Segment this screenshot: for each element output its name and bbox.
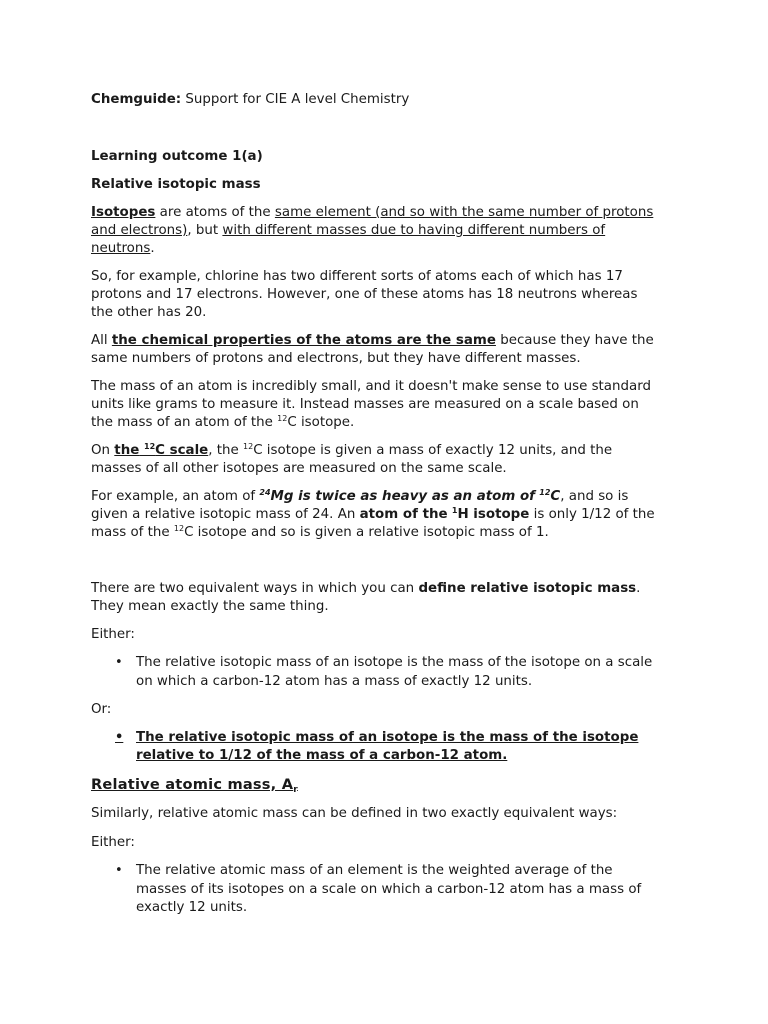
emphasis-c12-scale [114,443,208,458]
paragraph-isotopes-line1 [91,204,653,222]
superscript: 12 [144,442,156,451]
paragraph-c12-scale-line1 [91,442,612,460]
label-or: Or: [91,702,112,717]
text: C scale [155,443,209,458]
text: mass of the [91,525,170,540]
text: C isotope. [287,415,355,430]
superscript: 12 [277,414,288,423]
label-either-2: Either: [91,835,135,850]
bullet2-line1: The relative isotopic mass of an isotope is the mass of the isotope [136,730,639,745]
emphasis-h-isotope: H isotope [457,507,530,522]
text: All [91,333,108,348]
superscript: 12 [173,524,185,533]
text: , the [208,443,239,458]
paragraph-isotopes-line3 [91,240,155,258]
text: . [636,581,641,596]
paragraph-example-line1 [91,488,628,506]
text: , and so is [560,489,629,504]
learning-outcome: Learning outcome 1(a) [91,149,263,164]
bullet1-line2: on which a carbon-12 atom has a mass of exactly 12 units. [136,674,533,689]
text: given a relative isotopic mass of 24. An [91,507,356,522]
bullet-glyph: • [115,863,123,878]
emphasis-mg-twice-as-heavy: Mg is twice as heavy as an atom of [270,489,535,504]
paragraph-isotopes-line2 [91,222,605,240]
superscript: 1 [451,506,458,515]
text: the mass of an atom of the [91,415,273,430]
paragraph-chemical-properties-line1 [91,332,654,350]
bullet3-line3: exactly 12 units. [136,900,248,915]
paragraph-chlorine-line2: protons and 17 electrons. However, one of these atoms has 18 neutrons whereas [91,287,638,302]
text: On [91,443,111,458]
paragraph-chlorine-line1: So, for example, chlorine has two different sorts of atoms each of which has 17 [91,269,623,284]
emphasis-atom-of-the: atom of the [359,507,448,522]
superscript: 12 [539,488,551,497]
paragraph-chemical-properties-line2: same numbers of protons and electrons, but they have different masses. [91,351,581,366]
bullet1-line1: The relative isotopic mass of an isotope is the mass of the isotope on a scale [136,655,653,670]
emphasis-chemical-properties: the chemical properties of the atoms are the same [111,333,496,348]
text: Relative atomic mass, A [91,776,294,793]
paragraph-mass-line2: units like grams to measure it. Instead masses are measured on a scale based on [91,397,639,412]
paragraph-example-line3 [91,524,549,542]
superscript: 12 [243,442,254,451]
bullet3-line2: masses of its isotopes on a scale on which a carbon-12 atom has a mass of [136,882,642,897]
text: C isotope and so is given a relative isotopic mass of 1. [184,525,549,540]
paragraph-chlorine-line3: the other has 20. [91,305,207,320]
underlined-text: neutrons [91,241,151,256]
text: , but [187,223,219,238]
paragraph-c12-scale-line2: masses of all other isotopes are measured on the same scale. [91,461,507,476]
section-title-relative-atomic-mass [91,776,298,794]
paragraph-two-ways-line1 [91,580,640,598]
bullet-glyph: • [115,730,124,745]
text: C isotope is given a mass of exactly 12 units, and the [253,443,613,458]
label-either: Either: [91,627,135,642]
paragraph-mass-line3 [91,414,354,432]
paragraph-similarly: Similarly, relative atomic mass can be defined in two exactly equivalent ways: [91,806,618,821]
underlined-text: with different masses due to having different numbers of [222,223,606,238]
underlined-text: and electrons) [91,223,188,238]
text: . [150,241,155,256]
bullet3-line1: The relative atomic mass of an element is the weighted average of the [136,863,613,878]
paragraph-mass-line1: The mass of an atom is incredibly small, and it doesn't make sense to use standard [91,379,651,394]
text: For example, an atom of [91,489,256,504]
subscript: r [293,785,298,795]
text: because they have the [500,333,654,348]
emphasis-define-relative-isotopic-mass: define relative isotopic mass [418,581,637,596]
header-subtitle: Support for CIE A level Chemistry [185,92,410,107]
bullet-glyph: • [115,655,123,670]
underlined-text: same element (and so with the same number of protons [274,205,654,220]
text: is only 1/12 of the [533,507,655,522]
paragraph-example-line2 [91,506,655,524]
section-title-relative-isotopic-mass: Relative isotopic mass [91,177,261,192]
superscript: 24 [259,488,271,497]
paragraph-two-ways-line2: They mean exactly the same thing. [91,599,329,614]
text: There are two equivalent ways in which you can [91,581,415,596]
text: the [114,443,140,458]
header-brand: Chemguide: [91,92,182,107]
text: are atoms of the [159,205,271,220]
term-isotopes: Isotopes [91,205,156,220]
emphasis-c: C [550,489,561,504]
document-header [91,91,409,109]
bullet2-line2: relative to 1/12 of the mass of a carbon-12 atom. [136,748,508,763]
